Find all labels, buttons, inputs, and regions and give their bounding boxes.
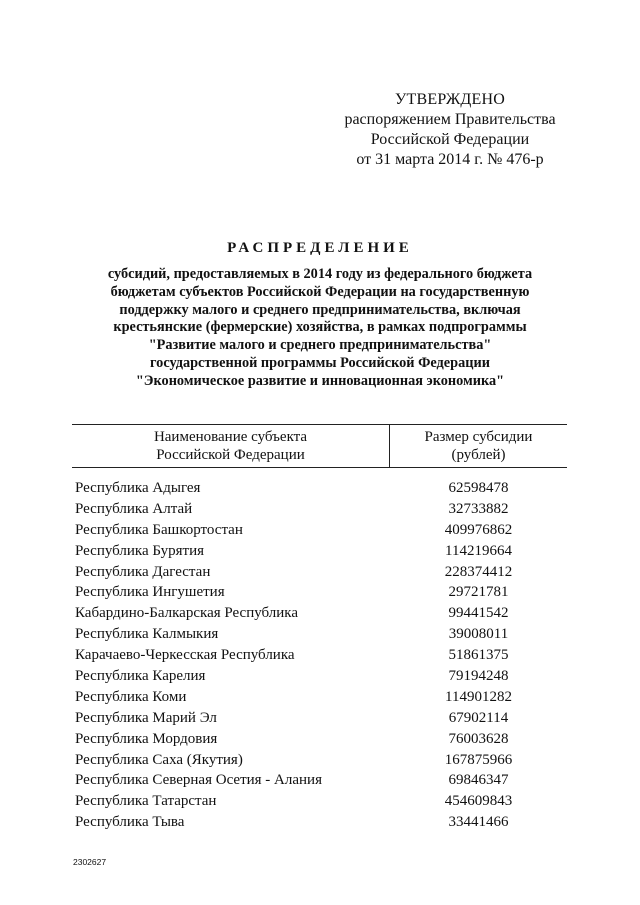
subsidy-amount: 454609843 bbox=[444, 793, 513, 810]
region-name: Республика Адыгея bbox=[75, 480, 201, 496]
subsidy-amount: 409976862 bbox=[444, 521, 513, 538]
subsidy-amount: 32733882 bbox=[448, 500, 509, 517]
document-code: 2302627 bbox=[73, 857, 107, 867]
table-row bbox=[72, 645, 567, 666]
document-subtitle bbox=[75, 266, 565, 391]
approval-government: Российской Федерации bbox=[370, 131, 530, 148]
table-row bbox=[72, 582, 567, 603]
subsidy-table bbox=[72, 424, 567, 831]
subsidy-amount: 99441542 bbox=[448, 605, 509, 622]
subtitle-line: поддержку малого и среднего предпринимательства, включая bbox=[119, 301, 521, 318]
subsidy-amount: 79194248 bbox=[448, 668, 509, 685]
approval-date-number: от 31 марта 2014 г. № 476-р bbox=[356, 151, 544, 168]
subsidy-amount: 167875966 bbox=[444, 751, 513, 768]
approval-authority: распоряжением Правительства bbox=[344, 111, 556, 128]
region-name: Республика Мордовия bbox=[75, 730, 218, 747]
header-region-name bbox=[72, 428, 389, 464]
subsidy-amount: 51861375 bbox=[448, 647, 509, 664]
region-name: Республика Коми bbox=[75, 688, 187, 705]
subsidy-amount: 114901282 bbox=[445, 688, 512, 705]
table-row bbox=[72, 687, 567, 708]
region-name: Кабардино-Балкарская Республика bbox=[75, 605, 299, 622]
subtitle-line: крестьянские (фермерские) хозяйства, в рамках подпрограммы bbox=[113, 319, 527, 336]
region-name: Карачаево-Черкесская Республика bbox=[75, 647, 295, 664]
subsidy-amount: 67902114 bbox=[448, 709, 509, 726]
approval-stamp: УТВЕРЖДЕНО bbox=[394, 91, 505, 108]
subsidy-amount: 69846347 bbox=[448, 772, 509, 789]
region-name: Республика Дагестан bbox=[75, 563, 211, 580]
table-row bbox=[72, 666, 567, 687]
region-name: Республика Татарстан bbox=[75, 793, 217, 810]
header-region-name-line1: Наименование субъекта bbox=[153, 429, 308, 445]
subsidy-amount: 39008011 bbox=[448, 626, 509, 643]
subtitle-line: государственной программы Российской Федерации bbox=[150, 354, 490, 371]
subsidy-amount: 33441466 bbox=[448, 814, 509, 831]
table-row bbox=[72, 541, 567, 562]
table-row bbox=[72, 729, 567, 750]
region-name: Республика Бурятия bbox=[75, 542, 205, 559]
subsidy-amount: 228374412 bbox=[444, 563, 513, 580]
subsidy-amount: 76003628 bbox=[448, 730, 509, 747]
region-name: Республика Марий Эл bbox=[75, 709, 217, 726]
table-header bbox=[72, 424, 567, 468]
approval-block bbox=[330, 90, 570, 170]
region-name: Республика Калмыкия bbox=[75, 626, 219, 643]
table-body bbox=[72, 478, 567, 833]
region-name: Республика Северная Осетия - Алания bbox=[75, 772, 322, 789]
subtitle-line: "Развитие малого и среднего предпринимательства" bbox=[148, 337, 492, 354]
subtitle-line: субсидий, предоставляемых в 2014 году из федерального бюджета bbox=[107, 266, 533, 282]
region-name: Республика Карелия bbox=[75, 668, 206, 685]
region-name: Республика Башкортостан bbox=[75, 521, 243, 538]
region-name: Республика Ингушетия bbox=[75, 584, 225, 601]
table-row bbox=[72, 791, 567, 812]
header-subsidy-amount-line1: Размер субсидии bbox=[424, 429, 533, 445]
region-name: Республика Саха (Якутия) bbox=[75, 751, 243, 768]
table-row bbox=[72, 750, 567, 771]
table-row bbox=[72, 520, 567, 541]
document-title: РАСПРЕДЕЛЕНИЕ bbox=[227, 240, 413, 256]
table-row bbox=[72, 562, 567, 583]
table-row bbox=[72, 770, 567, 791]
header-subsidy-amount-line2: (рублей) bbox=[451, 447, 506, 463]
subsidy-amount: 62598478 bbox=[448, 480, 509, 496]
table-row bbox=[72, 812, 567, 833]
table-row bbox=[72, 708, 567, 729]
table-row bbox=[72, 624, 567, 645]
subsidy-amount: 29721781 bbox=[448, 584, 509, 601]
region-name: Республика Алтай bbox=[75, 500, 193, 517]
subsidy-amount: 114219664 bbox=[445, 542, 512, 559]
table-row bbox=[72, 499, 567, 520]
header-subsidy-amount bbox=[390, 428, 567, 464]
subtitle-line: "Экономическое развитие и инновационная экономика" bbox=[135, 372, 505, 389]
header-region-name-line2: Российской Федерации bbox=[156, 447, 305, 463]
table-row bbox=[72, 478, 567, 499]
table-row bbox=[72, 603, 567, 624]
subtitle-line: бюджетам субъектов Российской Федерации на государственную bbox=[110, 283, 530, 300]
region-name: Республика Тыва bbox=[75, 814, 185, 831]
